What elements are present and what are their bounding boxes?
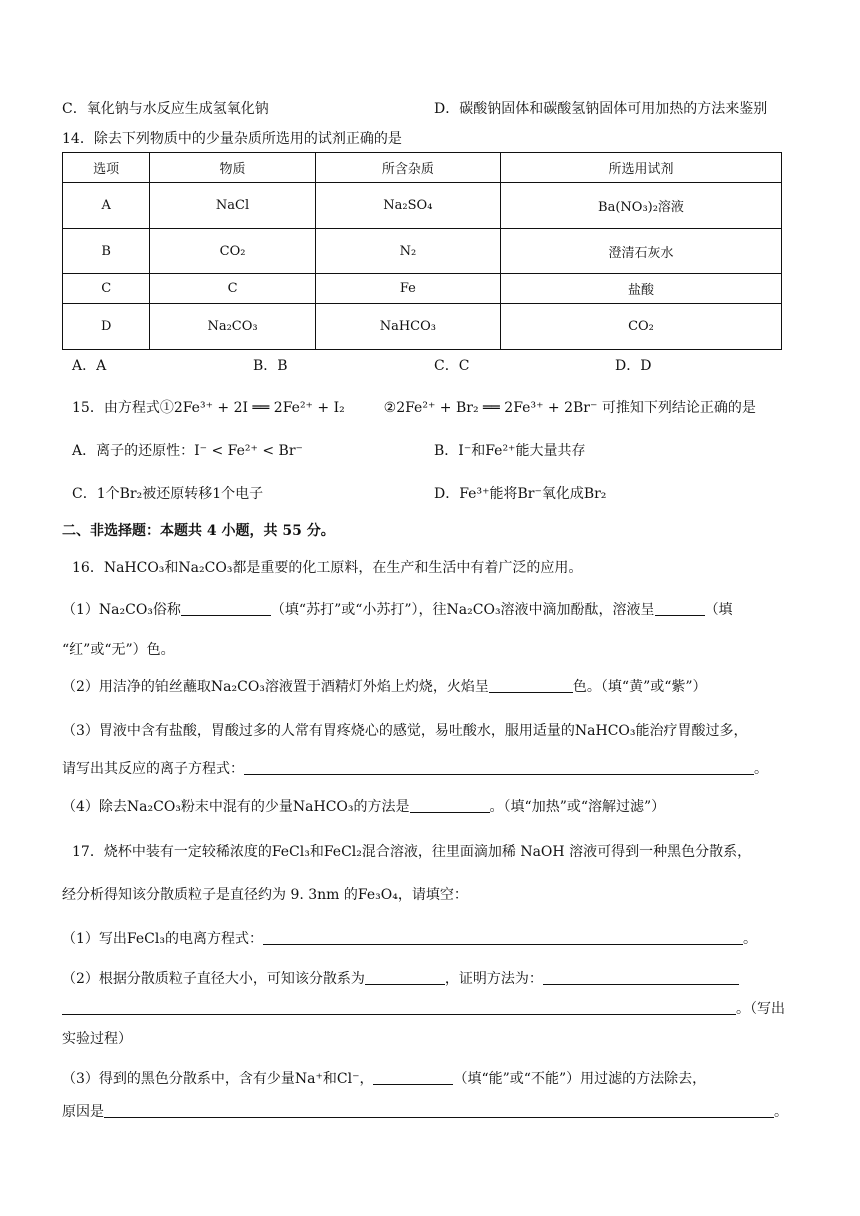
q16-p4-text-b: 。（填“加热”或“溶解过滤”）: [489, 799, 666, 815]
q16-p2-text-b: 色。（填“黄”或“紫”）: [572, 679, 707, 695]
q13-option-d: D．碳酸钠固体和碳酸氢钠固体可用加热的方法来鉴别: [434, 101, 768, 117]
cell-substance: Na₂CO₃: [150, 304, 315, 350]
table-row: [63, 183, 782, 229]
q14-answer-d: D．D: [615, 358, 652, 374]
q17-p2-text-a: （2）根据分散质粒子直径大小，可知该分散系为: [62, 971, 365, 987]
q16-p4-blank[interactable]: [410, 798, 490, 813]
q17-stem-line-2: 经分析得知该分散质粒子是直径约为 9. 3nm 的Fe₃O₄，请填空：: [62, 887, 468, 903]
cell-reagent: Ba(NO₃)₂溶液: [500, 183, 781, 229]
q16-p4-text-a: （4）除去Na₂CO₃粉末中混有的少量NaHCO₃的方法是: [62, 799, 410, 815]
cell-impurity: Na₂SO₄: [315, 183, 500, 229]
q16-p3-text-b: 请写出其反应的离子方程式：: [62, 761, 244, 777]
q17-p1-text-b: 。: [742, 931, 757, 947]
q15-equation-1: 2Fe³⁺ + 2I ══ 2Fe²⁺ + I₂: [173, 400, 345, 416]
q16-p1-text-c: （填: [704, 602, 733, 618]
q15-equation-2-prefix: ②: [383, 400, 397, 416]
cell-substance: NaCl: [150, 183, 315, 229]
q16-part-3: （3）胃液中含有盐酸，胃酸过多的人常有胃疼烧心的感觉，易吐酸水，服用适量的NaHCO₃能治疗胃酸过多，: [62, 723, 748, 739]
q17-part-3-line-2: [62, 1102, 788, 1122]
header-substance: 物质: [150, 153, 315, 183]
cell-reagent: CO₂: [500, 304, 781, 350]
q17-part-2-line-3: 实验过程）: [62, 1031, 132, 1047]
cell-impurity: Fe: [315, 274, 500, 304]
q16-part-3-line-2: [62, 759, 768, 779]
q15-stem-prefix: 15．由方程式①: [72, 400, 174, 416]
q17-p3-blank-2[interactable]: [104, 1103, 774, 1118]
q15-option-c: C．1个Br₂被还原转移1个电子: [72, 486, 264, 502]
cell-option: C: [63, 274, 150, 304]
q16-p3-blank[interactable]: [244, 760, 754, 775]
cell-impurity: NaHCO₃: [315, 304, 500, 350]
q17-part-3: [62, 1069, 706, 1089]
q17-p3-blank-1[interactable]: [373, 1070, 453, 1085]
cell-impurity: N₂: [315, 229, 500, 274]
header-reagent: 所选用试剂: [500, 153, 781, 183]
cell-option: D: [63, 304, 150, 350]
q17-part-2-line-2: [62, 999, 785, 1019]
q16-stem: 16．NaHCO₃和Na₂CO₃都是重要的化工原料，在生产和生活中有着广泛的应用。: [72, 560, 583, 576]
q17-p2-text-b: ，证明方法为：: [444, 971, 543, 987]
cell-reagent: 盐酸: [500, 274, 781, 304]
q17-p3-text-c: 原因是: [62, 1104, 104, 1120]
q17-part-2: [62, 969, 739, 989]
q16-p2-blank[interactable]: [489, 678, 573, 693]
q16-p1-blank-1[interactable]: [181, 601, 271, 616]
q17-p3-text-b: （填“能”或“不能”）用过滤的方法除去，: [453, 1071, 707, 1087]
q17-p3-text-a: （3）得到的黑色分散系中，含有少量Na⁺和Cl⁻，: [62, 1071, 374, 1087]
cell-reagent: 澄清石灰水: [500, 229, 781, 274]
q16-part-1-cont: “红”或“无”）色。: [62, 642, 175, 658]
q16-part-2: [62, 677, 707, 697]
q17-p1-blank[interactable]: [263, 930, 743, 945]
q17-p2-blank-2[interactable]: [543, 970, 739, 985]
q14-answer-c: C．C: [434, 358, 470, 374]
q13-option-c: C．氧化钠与水反应生成氢氧化钠: [62, 101, 269, 117]
cell-option: A: [63, 183, 150, 229]
q17-p2-blank-1[interactable]: [365, 970, 445, 985]
q17-p3-text-d: 。: [774, 1104, 788, 1120]
q14-table: [62, 152, 782, 350]
table-row: [63, 274, 782, 304]
q15-option-d: D．Fe³⁺能将Br⁻氧化成Br₂: [434, 486, 607, 502]
header-option: 选项: [63, 153, 150, 183]
q17-stem-line-1: 17．烧杯中装有一定较稀浓度的FeCl₃和FeCl₂混合溶液，往里面滴加稀 NaOH 溶液可得到一种黑色分散系，: [72, 844, 752, 860]
q14-stem: 14．除去下列物质中的少量杂质所选用的试剂正确的是: [62, 131, 402, 147]
q16-part-1: [62, 600, 733, 620]
q16-p3-text-c: 。: [754, 761, 768, 777]
section-2-heading: 二、非选择题：本题共 4 小题，共 55 分。: [62, 523, 335, 539]
q16-p1-text-b: （填“苏打”或“小苏打”），往Na₂CO₃溶液中滴加酚酞，溶液呈: [270, 602, 655, 618]
table-row: [63, 304, 782, 350]
q16-p2-text-a: （2）用洁净的铂丝蘸取Na₂CO₃溶液置于酒精灯外焰上灼烧，火焰呈: [62, 679, 489, 695]
q15-equation-2: 2Fe²⁺ + Br₂ ══ 2Fe³⁺ + 2Br⁻: [396, 400, 598, 416]
q16-p1-text-a: （1）Na₂CO₃俗称: [62, 602, 181, 618]
q16-p1-blank-2[interactable]: [655, 601, 705, 616]
q17-p2-blank-3[interactable]: [62, 1000, 736, 1015]
q17-p2-text-c: 。（写出: [736, 1001, 785, 1017]
q17-p1-text-a: （1）写出FeCl₃的电离方程式：: [62, 931, 263, 947]
q14-answer-a: A．A: [72, 358, 107, 374]
table-row: [63, 229, 782, 274]
q17-part-1: [62, 929, 757, 949]
q15-option-b: B．I⁻和Fe²⁺能大量共存: [434, 443, 586, 459]
cell-option: B: [63, 229, 150, 274]
q15-stem-suffix: 可推知下列结论正确的是: [601, 400, 756, 416]
table-header-row: [63, 153, 782, 183]
q15-option-a: A．离子的还原性：I⁻ < Fe²⁺ < Br⁻: [72, 443, 303, 459]
q16-part-4: [62, 797, 665, 817]
cell-substance: C: [150, 274, 315, 304]
q14-answer-b: B．B: [253, 358, 288, 374]
cell-substance: CO₂: [150, 229, 315, 274]
q15-stem: [72, 398, 756, 418]
header-impurity: 所含杂质: [315, 153, 500, 183]
